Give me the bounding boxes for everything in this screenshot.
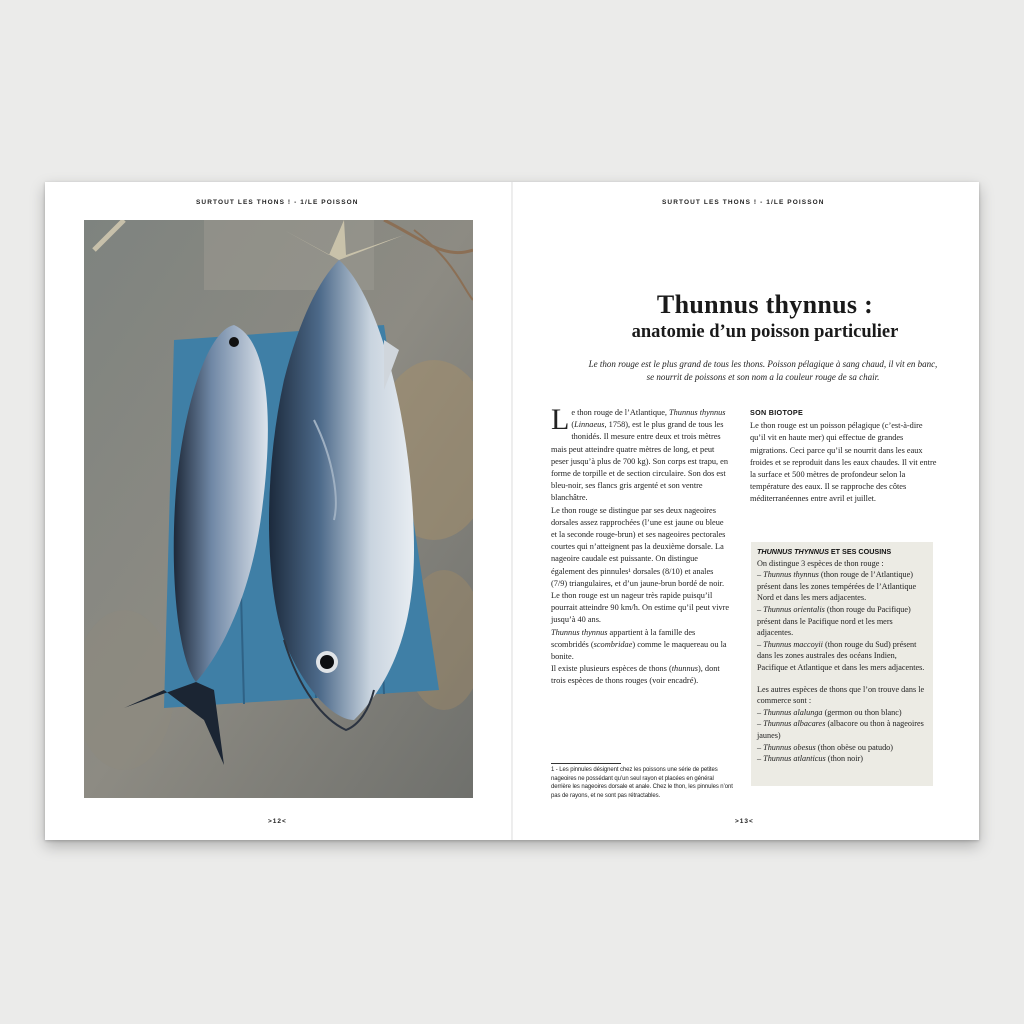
text-span: , 1758), est le plus grand de tous les thonidés. Il mesure entre deux et trois mètres mais peut atteindre quatre mètres de long, et peut peser jusqu’à plus de 700 kg). Son corps est trapu, en forme de torpille et de section circulaire. Son dos est bleu-noir, ses flancs gris argenté et son ventre blanchâtre.	[551, 420, 728, 503]
box-item	[757, 718, 927, 741]
book-spread	[45, 182, 979, 840]
body-column-1	[551, 403, 731, 688]
text-span: –	[757, 742, 764, 752]
body-paragraph-2: Le thon rouge se distingue par ses deux nageoires dorsales assez rapprochées (l’une est jaune ou bleue et la seconde rouge-brun) et ses nageoires pectorales courtes qui n’atteignent pas la deuxième dorsale. La nageoire caudale est puissante. On distingue également des pinnules¹ dorsales (8/10) et anales (7/9) triangulaires, et d’un jaune-brun bordé de noir.	[551, 505, 726, 588]
box-item	[757, 604, 927, 639]
text-span: Thunnus obesus	[763, 742, 816, 752]
text-span: Thunnus albacares	[763, 719, 826, 729]
body-column-2	[750, 407, 940, 506]
body-paragraph-4	[551, 627, 731, 664]
text-span: (germon ou thon blanc)	[822, 707, 902, 717]
sidebar-box	[751, 542, 933, 786]
body-paragraph-5	[551, 663, 731, 687]
running-head-right: SURTOUT LES THONS ! - 1/LE POISSON	[662, 199, 825, 206]
text-span: Thunnus thynnus	[551, 627, 608, 637]
text-span: –	[757, 639, 764, 649]
book-gutter	[511, 182, 513, 840]
box-item	[757, 753, 927, 765]
text-span: –	[757, 604, 764, 614]
lead-line-1: Le thon rouge est le plus grand de tous les thons. Poisson pélagique à sang chaud, il vit en banc,	[588, 359, 938, 369]
page-title: Thunnus thynnus :	[656, 290, 874, 319]
text-span: Thunnus orientalis	[763, 604, 825, 614]
text-span: Thunnus alalunga	[763, 707, 823, 717]
lead-line-2: se nourrit de poissons et son nom a la couleur rouge de sa chair.	[646, 372, 880, 382]
footnote-rule	[551, 763, 621, 764]
text-span: (albacore ou thon à nageoires jaunes)	[757, 719, 924, 740]
box-item	[757, 707, 927, 719]
text-span: appartient à la famille des scombridés (	[551, 627, 696, 649]
text-span: Il existe plusieurs espèces de thons (	[551, 664, 672, 674]
body-paragraph-1	[551, 403, 731, 505]
box-item	[757, 569, 927, 604]
biotope-heading: SON BIOTOPE	[750, 408, 804, 417]
text-span: –	[757, 707, 764, 717]
text-span: –	[757, 719, 764, 729]
text-span: Linnaeus	[574, 420, 605, 430]
lead-paragraph	[553, 358, 973, 384]
text-span: Thunnus thynnus	[669, 408, 726, 417]
text-span: ), dont trois espèces de thons rouges (voir encadré).	[551, 664, 720, 686]
tuna-photo-icon	[84, 220, 473, 798]
text-span: (thon rouge de l’Atlantique) présent dans les zones tempérées de l’Atlantique Nord et dans les mers adjacentes.	[757, 570, 917, 603]
text-span: ) comme le maquereau ou la bonite.	[551, 639, 727, 662]
text-span: Thunnus thynnus	[763, 570, 819, 580]
text-span: Thunnus maccoyii	[763, 639, 823, 649]
text-span: e thon rouge de l’Atlantique,	[571, 408, 670, 417]
body-paragraph-3: Le thon rouge est un nageur très rapide puisqu’il pourrait atteindre 90 km/h. On estime qu’il peut vivre jusqu’à 40 ans.	[551, 591, 730, 625]
folio-right: >13<	[735, 818, 754, 825]
folio-left: >12<	[268, 818, 287, 825]
box-item	[757, 639, 927, 674]
text-span: THUNNUS THYNNUS	[757, 547, 829, 556]
text-span: ET SES COUSINS	[828, 547, 892, 556]
text-span: (thon rouge du Pacifique) présent dans le Pacifique nord et les mers adjacentes.	[757, 604, 911, 638]
text-span: (thon noir)	[825, 754, 863, 764]
text-span: (	[571, 420, 575, 430]
box-intro: On distingue 3 espèces de thon rouge :	[757, 558, 884, 568]
box-others-intro: Les autres espèces de thons que l’on trouve dans le commerce sont :	[757, 684, 925, 706]
footnote: 1 - Les pinnules désignent chez les poissons une série de petites nageoires ne possédant qu’un seul rayon et placées en général derrière les nageoires dorsale et anale. Chez le thon, les pinnules n’ont pas de rayons, et ne sont pas rétractables.	[551, 767, 733, 799]
biotope-text: Le thon rouge est un poisson pélagique (c’est-à-dire qu’il vit en haute mer) qui effectue de grandes migrations. Ceci parce qu’il se nourrit dans les eaux froides et se reproduit dans les eaux chaudes. Il vit entre la surface et 500 mètres de profondeur selon la température des eaux. Il se rapproche des côtes méditerranéennes entre avril et juillet.	[750, 421, 937, 504]
text-span: (thon rouge du Sud) présent dans les zones australes des océans Indien, Pacifique et Atlantique et dans les mers adjacentes.	[757, 639, 925, 672]
drop-cap: L	[551, 403, 570, 436]
text-span: scombridae	[593, 639, 633, 649]
spacer	[757, 674, 927, 684]
box-heading	[757, 546, 927, 558]
text-span: –	[757, 570, 764, 580]
text-span: (thon obèse ou patudo)	[815, 742, 893, 752]
text-span: thunnus	[671, 664, 699, 674]
page-subtitle: anatomie d’un poisson particulier	[631, 322, 899, 342]
text-span: –	[757, 754, 764, 764]
running-head-left: SURTOUT LES THONS ! - 1/LE POISSON	[196, 199, 359, 206]
text-span: Thunnus atlanticus	[763, 754, 826, 764]
box-item	[757, 742, 927, 754]
